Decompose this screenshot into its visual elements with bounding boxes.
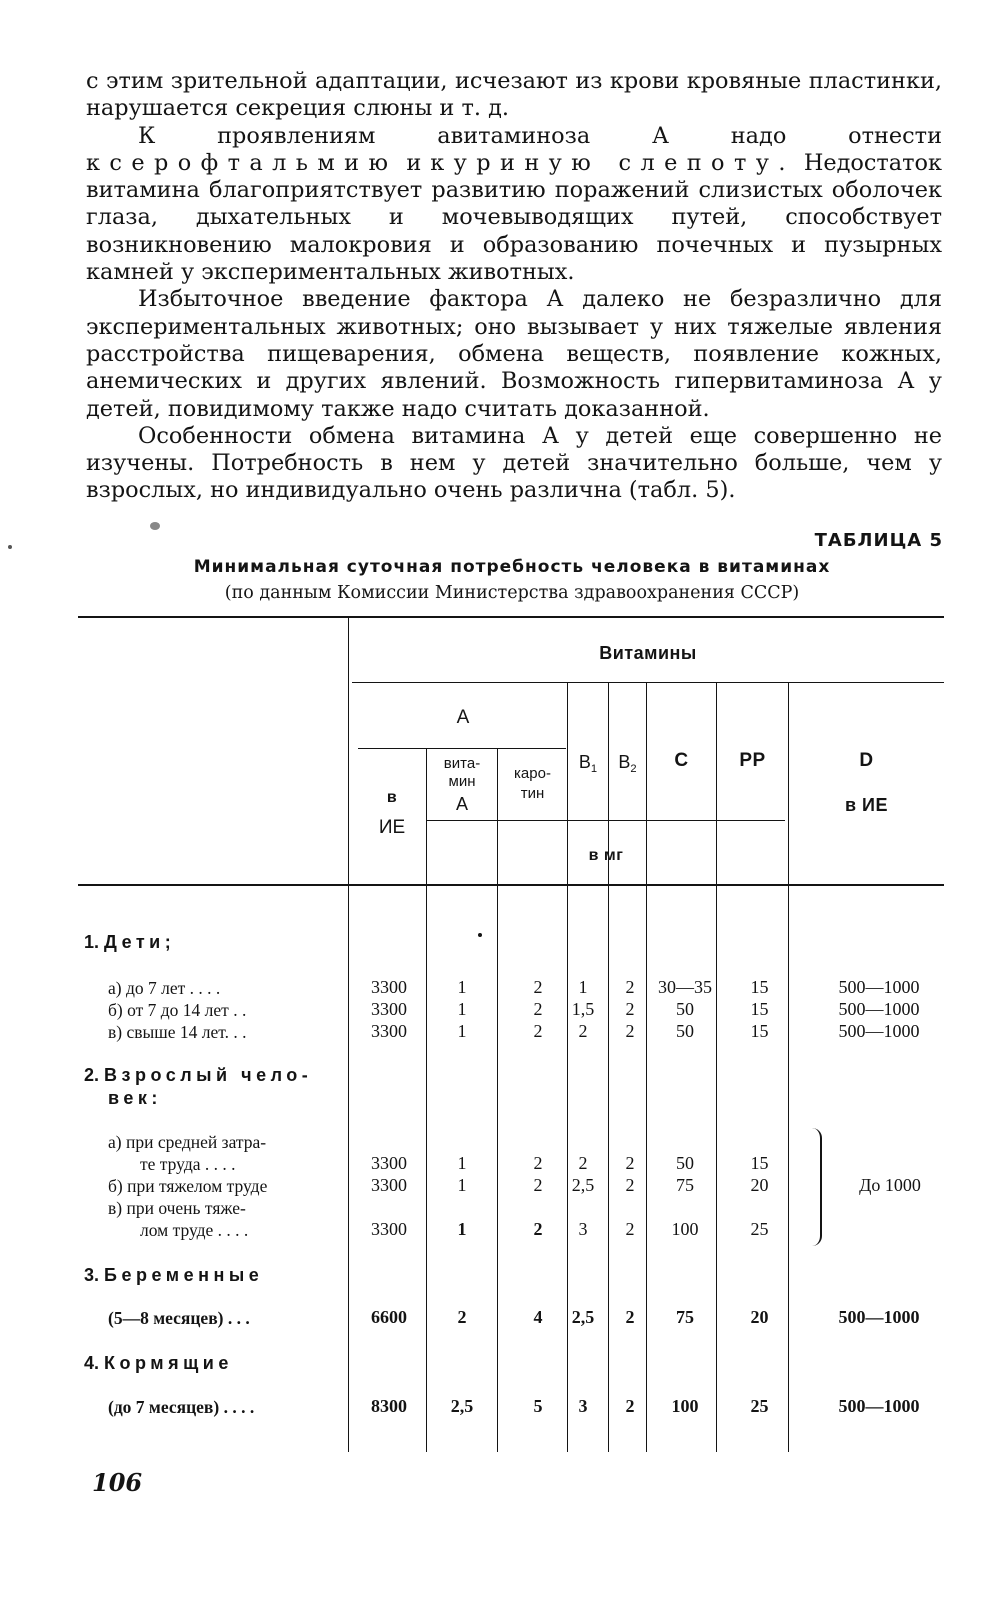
table-header-rule <box>78 884 944 886</box>
print-speck <box>150 522 160 530</box>
group-title-adult-cont: век: <box>108 1088 162 1108</box>
header-vitamin-a-1: вита- <box>443 755 481 772</box>
paragraph-2-part-b: и <box>406 149 422 176</box>
cell: 2 <box>533 1175 543 1195</box>
cell: 2,5 <box>571 1175 595 1195</box>
cell: 1 <box>457 999 467 1019</box>
row-label-cont: те труда . . . . <box>140 1154 236 1174</box>
header-vitamin-a-3: А <box>455 794 468 814</box>
cell: 3 <box>578 1396 588 1416</box>
cell: 2 <box>533 977 543 997</box>
header-rule-mg <box>427 820 785 821</box>
table-title: Минимальная суточная потребность человека в витаминах <box>193 557 831 577</box>
cell: 5 <box>533 1396 543 1416</box>
cell: 2 <box>625 1153 635 1173</box>
cell: 2 <box>533 1153 543 1173</box>
cell: 500—1000 <box>838 1021 920 1041</box>
cell: 500—1000 <box>838 977 920 997</box>
table-vline-3 <box>567 683 568 1452</box>
cell: 4 <box>533 1307 543 1327</box>
cell: 30—35 <box>658 977 712 997</box>
cell: 3300 <box>371 1153 407 1173</box>
cell: 3300 <box>371 1175 407 1195</box>
group-title-pregnant: 3. Беременные <box>84 1265 264 1285</box>
cell: 25 <box>750 1219 769 1239</box>
paragraph-2-part-c: Недостаток витамина благоприятствует развитию поражений слизистых оболочек глаза, дыхательных и мочевыводящих путей, способствует возникновению малокровия и образованию почечных и пузырных камней у экспериментальных животных. <box>86 149 942 286</box>
cell: 2 <box>625 1307 635 1327</box>
group-title-adult: 2. Взрослый чело- <box>84 1065 313 1085</box>
cell: 25 <box>750 1396 769 1416</box>
cell: 2 <box>457 1307 467 1327</box>
cell: 3300 <box>371 977 407 997</box>
cell: 2 <box>625 1021 635 1041</box>
header-carotene-2: тин <box>520 785 545 802</box>
table-vline-6 <box>716 683 717 1452</box>
row-label: в) свыше 14 лет. . . <box>108 1022 247 1042</box>
row-label: (5—8 месяцев) . . . <box>108 1308 250 1328</box>
brace <box>808 1128 822 1246</box>
cell: 3 <box>578 1219 588 1239</box>
cell: 15 <box>750 977 769 997</box>
cell: 100 <box>671 1396 699 1416</box>
cell: 500—1000 <box>838 1307 920 1327</box>
cell: 100 <box>671 1219 699 1239</box>
cell: 2,5 <box>450 1396 474 1416</box>
cell: 3300 <box>371 1021 407 1041</box>
row-label: в) при очень тяже- <box>108 1198 246 1218</box>
cell: 2 <box>533 999 543 1019</box>
row-label: б) при тяжелом труде <box>108 1176 268 1196</box>
body-text <box>86 68 942 505</box>
paragraph-1: с этим зрительной адаптации, исчезают из крови кровяные пластинки, нарушается секреция слюны и т. д. <box>86 68 942 122</box>
cell: 50 <box>676 999 694 1019</box>
cell: 6600 <box>371 1307 407 1327</box>
header-d-unit: в ИЕ <box>844 795 888 815</box>
cell: 1,5 <box>571 999 595 1019</box>
cell: 500—1000 <box>838 1396 920 1416</box>
cell: 2 <box>625 1219 635 1239</box>
row-label: а) при средней затра- <box>108 1132 267 1152</box>
header-a-ie-1: в <box>386 789 398 806</box>
header-vitamins: Витамины <box>599 643 697 663</box>
print-speck <box>8 545 12 549</box>
cell: 1 <box>457 1153 467 1173</box>
cell: 75 <box>676 1175 694 1195</box>
row-label-cont: лом труде . . . . <box>140 1220 249 1240</box>
header-carotene-1: каро- <box>514 765 551 782</box>
cell: 15 <box>750 1153 769 1173</box>
cell: 1 <box>457 1175 467 1195</box>
table-vline-4 <box>608 683 609 1452</box>
table-vline-stub <box>348 618 349 1452</box>
table-subtitle: (по данным Комиссии Министерства здравоохранения СССР) <box>224 583 800 603</box>
table-label: ТАБЛИЦА 5 <box>814 530 943 551</box>
group-title-nursing: 4. Кормящие <box>84 1353 233 1373</box>
header-pp: РР <box>739 750 766 771</box>
cell: 1 <box>578 977 588 997</box>
header-rule-a <box>358 748 566 749</box>
cell: 500—1000 <box>838 999 920 1019</box>
cell: 20 <box>750 1175 769 1195</box>
cell: 2 <box>533 1219 543 1239</box>
table-top-rule <box>78 616 944 618</box>
header-b2: $B_2$ <box>618 752 637 775</box>
paragraph-3: Избыточное введение фактора А далеко не безразлично для экспериментальных животных; оно вызывает у них тяжелые явления расстройства пищеварения, обмена веществ, появление кожных, анемических и других явлений. Возможность гипервитаминоза А у детей, повидимому также надо считать доказанной. <box>86 286 942 422</box>
cell: 50 <box>676 1153 694 1173</box>
cell: 2 <box>625 1396 635 1416</box>
header-rule-vitamins <box>352 682 944 683</box>
cell: 1 <box>457 1021 467 1041</box>
row-label: (до 7 месяцев) . . . . <box>108 1397 255 1417</box>
cell: 2 <box>578 1021 588 1041</box>
header-c: С <box>674 750 689 771</box>
cell: 3300 <box>371 999 407 1019</box>
paragraph-2 <box>86 123 942 287</box>
page-number: 106 <box>92 1468 143 1497</box>
cell: 2 <box>533 1021 543 1041</box>
table-vline-5 <box>646 683 647 1452</box>
group-title-children: 1. Дети; <box>84 932 176 952</box>
cell: 2 <box>625 977 635 997</box>
cell-d-shared: До 1000 <box>859 1175 921 1195</box>
header-b1: $B_1$ <box>578 752 598 775</box>
cell: 1 <box>457 977 467 997</box>
header-mg: в мг <box>588 847 624 864</box>
print-speck <box>478 933 482 937</box>
cell: 3300 <box>371 1219 407 1239</box>
term-xerophthalmia: ксерофтальмию <box>86 149 398 176</box>
header-vitamin-a-2: мин <box>448 773 476 790</box>
term-night-blindness: куриную слепоту. <box>430 149 795 176</box>
cell: 20 <box>750 1307 769 1327</box>
cell: 2,5 <box>571 1307 595 1327</box>
cell: 8300 <box>371 1396 407 1416</box>
header-a-ie-2: ИЕ <box>378 817 406 838</box>
paragraph-4: Особенности обмена витамина А у детей еще совершенно не изучены. Потребность в нем у детей значительно больше, чем у взрослых, но индивидуально очень различна (табл. 5). <box>86 422 942 504</box>
header-d: D <box>859 750 874 771</box>
cell: 50 <box>676 1021 694 1041</box>
cell: 1 <box>457 1219 467 1239</box>
paragraph-2-part-a: К проявлениям авитаминоза А надо отнести <box>138 122 942 149</box>
header-a: А <box>456 707 470 728</box>
cell: 2 <box>625 1175 635 1195</box>
cell: 2 <box>625 999 635 1019</box>
cell: 2 <box>578 1153 588 1173</box>
cell: 75 <box>676 1307 694 1327</box>
cell: 15 <box>750 999 769 1019</box>
cell: 15 <box>750 1021 769 1041</box>
row-label: а) до 7 лет . . . . <box>108 978 221 998</box>
row-label: б) от 7 до 14 лет . . <box>108 1000 247 1020</box>
